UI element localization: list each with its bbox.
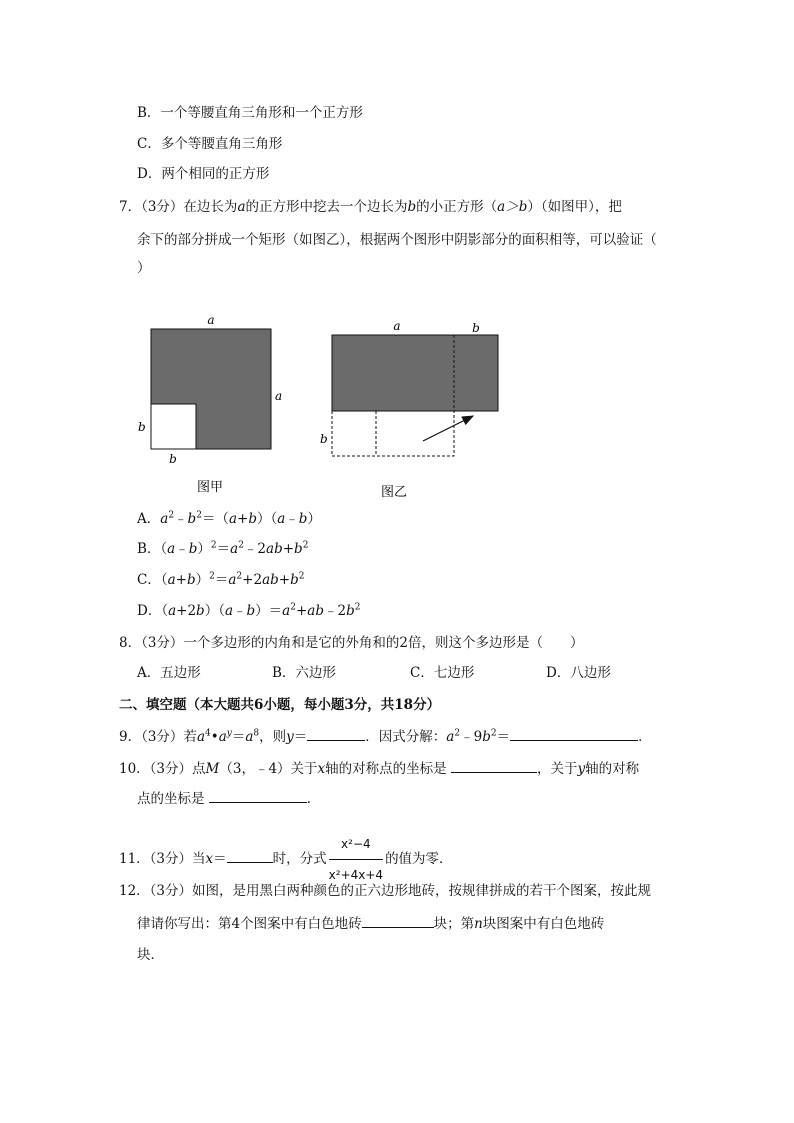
answer-blank-9a[interactable] [307, 726, 365, 741]
answer-blank-11[interactable] [227, 848, 273, 863]
small-square-solid-edge [151, 404, 196, 449]
q7-stem-line3: ） [137, 260, 151, 276]
q7-stem-line1: 7．（3分）在边长为a的正方形中挖去一个边长为b的小正方形（a＞b）（如图甲），把 [119, 199, 622, 215]
answer-blank-10a[interactable] [451, 758, 537, 773]
figure-jia [130, 310, 300, 500]
q6-option-d: D．两个相同的正方形 [137, 166, 270, 182]
arrow-icon [423, 416, 473, 441]
label-top-a: a [207, 313, 215, 327]
q10-stem-line1: 10．（3分）点M（3，﹣4）关于x轴的对称点的坐标是 ，关于y轴的对称 [119, 758, 639, 779]
fraction: $\frac{\text{x²−4}}{\text{x²+4x+4}}$ [329, 830, 383, 889]
q8-option-c: C．七边形 [410, 665, 475, 681]
answer-blank-12a[interactable] [362, 913, 434, 928]
q12-stem-line2: 律请你写出：第4个图案中有白色地砖 块；第n块图案中有白色地砖 [137, 913, 604, 934]
caption-yi: 图乙 [380, 485, 408, 500]
q10-stem-line2: 点的坐标是 ． [137, 788, 320, 809]
q6-option-b: B．一个等腰直角三角形和一个正方形 [137, 105, 363, 121]
label-right-a: a [275, 389, 283, 403]
q12-stem-line3: 块． [137, 947, 164, 963]
q8-option-d: D．八边形 [546, 665, 611, 681]
caption-jia: 图甲 [196, 480, 224, 495]
q12-stem-line1: 12．（3分）如图，是用黑白两种颜色的正六边形地砖，按规律拼成的若干个图案，按此规 [119, 883, 652, 899]
q6-option-c: C．多个等腰直角三角形 [137, 136, 283, 152]
q11-stem: 11．（3分）当x＝ 时，分式 $\frac{\text{x²−4}}{\text{x²+4x+4}}$ 的值为零． [119, 830, 453, 889]
q8-stem: 8．（3分）一个多边形的内角和是它的外角和的2倍，则这个多边形是（ ） [119, 635, 584, 651]
label-b-left: b [320, 432, 328, 446]
label-b-top: b [472, 321, 480, 335]
rectangle-shaded [332, 335, 498, 411]
var-b: b [407, 199, 417, 215]
q7-option-a: A．$a^2﹣b^2=(a+b)(a﹣b)$ [137, 510, 321, 527]
q7-option-c: C．$(a+b)^2=a^2+2ab+b^2$ [137, 571, 305, 588]
label-left-b: b [138, 420, 146, 434]
moved-piece-outline [332, 411, 454, 456]
condition: a＞b [497, 199, 528, 215]
q7-option-d: D．$(a+2b)(a﹣b)=a^2+ab﹣2b^2$ [137, 602, 361, 619]
small-square-dashed-edge [151, 404, 196, 449]
var-a: a [237, 199, 246, 215]
q7-stem-line2: 余下的部分拼成一个矩形（如图乙），根据两个图形中阴影部分的面积相等，可以验证（ [137, 232, 657, 248]
answer-blank-10b[interactable] [209, 788, 307, 803]
q9-stem: 9．（3分）若$a^4•a^y=a^8$，则y＝ ．因式分解：$a^2﹣9b^2=$ ． [119, 726, 652, 747]
answer-blank-9b[interactable] [510, 726, 638, 741]
figure-yi [315, 315, 515, 505]
label-a: a [393, 319, 401, 333]
label-bottom-b: b [169, 452, 177, 466]
q7-option-b: B．$(a﹣b)^2=a^2﹣2ab+b^2$ [137, 540, 309, 557]
q8-option-a: A．五边形 [137, 665, 201, 681]
q8-option-b: B．六边形 [272, 665, 336, 681]
shaded-region [151, 329, 271, 449]
section-heading: 二、填空题（本大题共6小题，每小题3分，共18分） [119, 697, 441, 713]
